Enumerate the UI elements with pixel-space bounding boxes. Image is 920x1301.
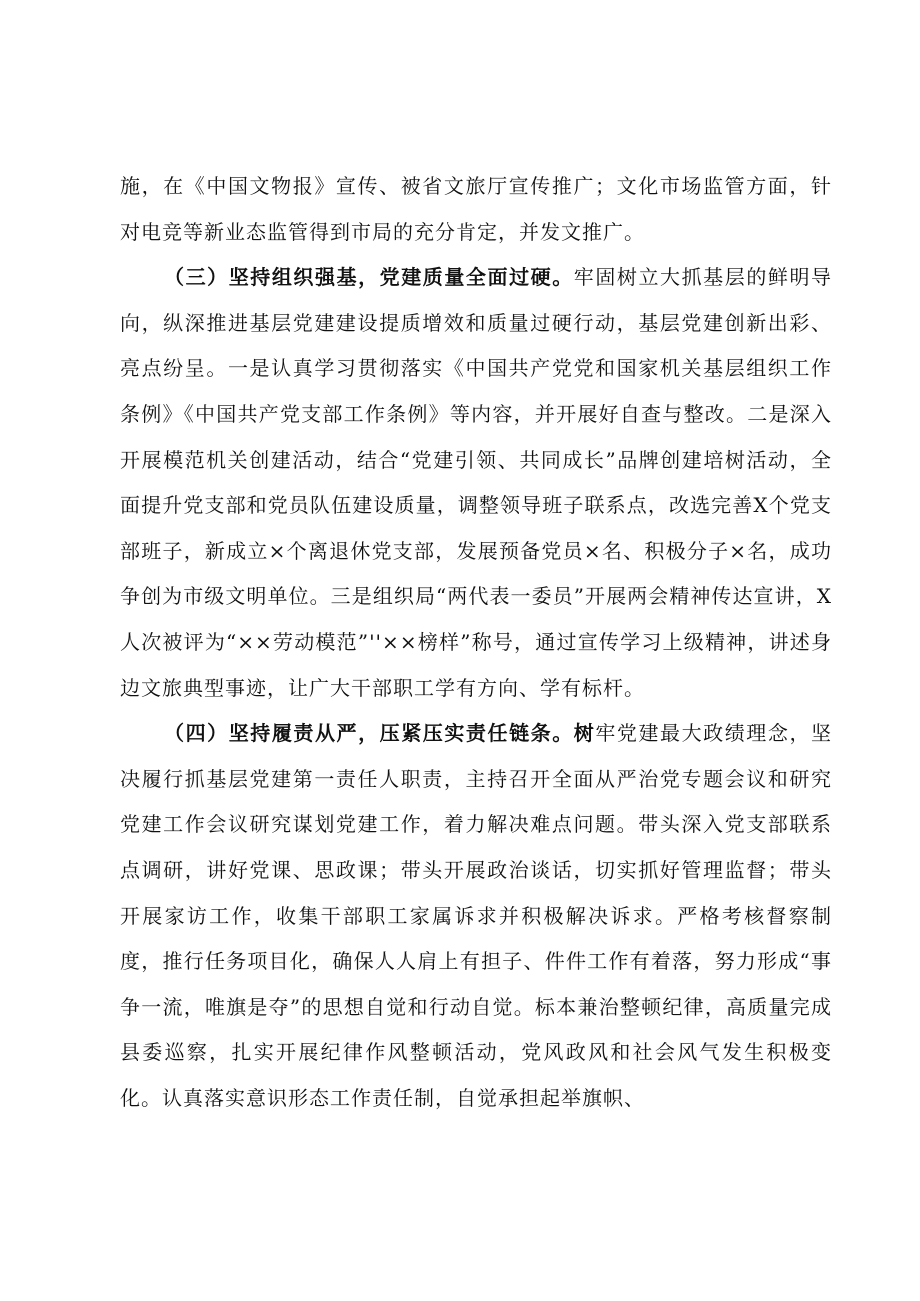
section-heading: （四）坚持履责从严，压紧压实责任链条。树 [164, 721, 596, 746]
paragraph-body: 牢党建最大政绩理念，坚决履行抓基层党建第一责任人职责，主持召开全面从严治党专题会议和研究党建工作会议研究谋划党建工作，着力解决难点问题。带头深入党支部联系点调研，讲好党课、思政课；带头开展政治谈话，切实抓好管理监督；带头开展家访工作，收集干部职工家属诉求并积极解决诉求。严格考核督察制度，推行任务项目化，确保人人肩上有担子、件件工作有着落，努力形成“事争一流，唯旗是夺”的思想自觉和行动自觉。标本兼治整顿纪律，高质量完成县委巡察，扎实开展纪律作风整顿活动，党风政风和社会风气发生积极变化。认真落实意识形态工作责任制，自觉承担起举旗帜、 [120, 721, 833, 1110]
paragraph-continuation [120, 164, 832, 255]
section-heading: （三）坚持组织强基，党建质量全面过硬。 [164, 265, 574, 290]
paragraph-body: 施，在《中国文物报》宣传、被省文旅厅宣传推广；文化市场监管方面，针对电竞等新业态监管得到市局的充分肯定，并发文推广。 [120, 174, 832, 244]
paragraph-section-4 [120, 711, 832, 1121]
document-body [120, 164, 832, 1121]
paragraph-body: 牢固树立大抓基层的鲜明导向，纵深推进基层党建建设提质增效和质量过硬行动，基层党建创新出彩、亮点纷呈。一是认真学习贯彻落实《中国共产党党和国家机关基层组织工作条例》《中国共产党支部工作条例》等内容，并开展好自查与整改。二是深入开展模范机关创建活动，结合“党建引领、共同成长”品牌创建培树活动，全面提升党支部和党员队伍建设质量，调整领导班子联系点，改选完善X个党支部班子，新成立×个离退休党支部，发展预备党员×名、积极分子×名，成功争创为市级文明单位。三是组织局“两代表一委员”开展两会精神传达宣讲，X人次被评为“××劳动模范”''××榜样”称号，通过宣传学习上级精神，讲述身边文旅典型事迹，让广大干部职工学有方向、学有标杆。 [120, 265, 833, 700]
paragraph-section-3 [120, 255, 832, 711]
